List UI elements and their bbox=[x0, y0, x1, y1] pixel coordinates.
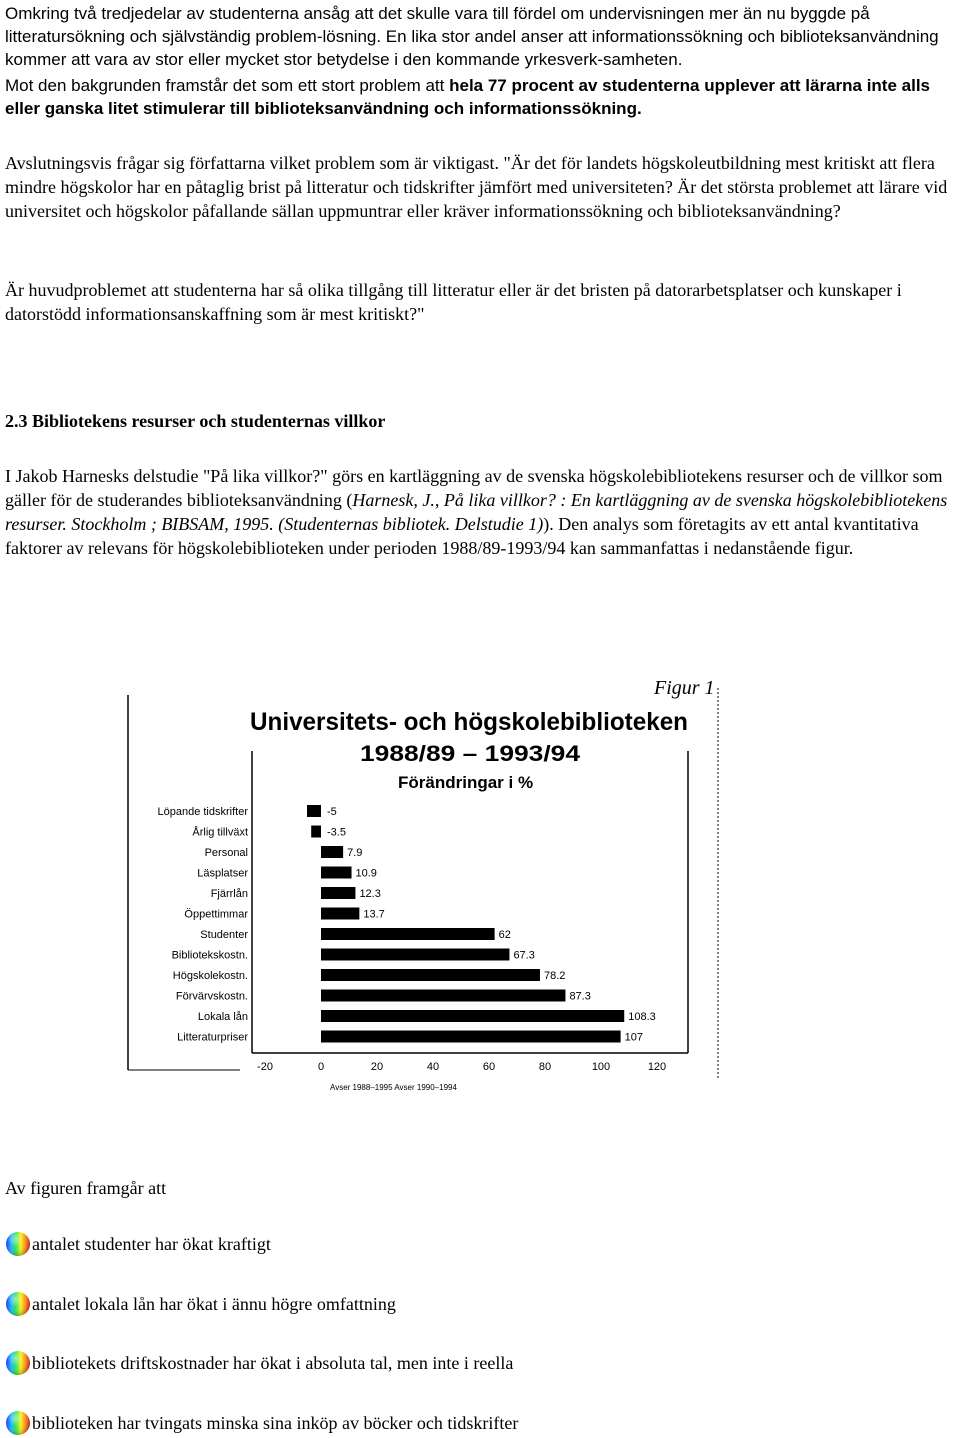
list-item-text: bibliotekets driftskostnader har ökat i absoluta tal, men inte i reella bbox=[32, 1353, 514, 1373]
harnesk-citation: Harnesk, J., På lika villkor? : En kartläggning av de svenska högskolebibliotekens resurser. Stockholm ; BIBSAM, 1995. (Studenternas bibliotek. Delstudie 1) bbox=[5, 490, 948, 534]
rainbow-ball-bullet-icon bbox=[5, 1350, 31, 1376]
list-item-text: antalet studenter har ökat kraftigt bbox=[32, 1234, 271, 1254]
list-item bbox=[5, 1290, 396, 1318]
chart-category-label: Löpande tidskrifter bbox=[157, 806, 248, 818]
rainbow-ball-bullet-icon bbox=[5, 1291, 31, 1317]
chart-bar bbox=[321, 1031, 621, 1043]
list-item bbox=[5, 1230, 271, 1258]
chart-category-label: Bibliotekskostn. bbox=[171, 949, 248, 962]
figure-title: Universitets- och högskolebiblioteken bbox=[250, 708, 688, 736]
chart-category-label: Öppettimmar bbox=[184, 908, 248, 921]
list-item-text: biblioteken har tvingats minska sina inköp av böcker och tidskrifter bbox=[32, 1413, 519, 1433]
chart-category-label: Lokala lån bbox=[197, 1011, 248, 1023]
figure-subtitle: 1988/89 – 1993/94 bbox=[360, 741, 581, 766]
chart-category-label: Studenter bbox=[200, 929, 248, 941]
rainbow-ball-bullet-icon bbox=[5, 1231, 31, 1257]
chart-value-label: -3.5 bbox=[327, 826, 346, 839]
chart-value-labels bbox=[327, 806, 656, 1044]
harnesk-text-start: I Jakob Harnesks delstudie "På lika villkor?" görs en kartläggning av de svenska högskolebibliotekens resurser och de villkor som gäller för de studerandes biblioteksanvändning ( bbox=[5, 466, 943, 510]
figure-chart-svg bbox=[120, 668, 730, 1100]
list-item bbox=[5, 1409, 518, 1437]
chart-x-tick-label: 0 bbox=[317, 1061, 325, 1073]
chart-value-label: 12.3 bbox=[359, 888, 381, 900]
chart-value-label: 7.9 bbox=[347, 847, 363, 859]
list-intro: Av figuren framgår att bbox=[5, 1178, 167, 1198]
chart-value-label: 87.3 bbox=[569, 990, 591, 1003]
list-item bbox=[5, 1349, 513, 1377]
chart-value-label: 62 bbox=[498, 929, 511, 941]
chart-bars bbox=[307, 805, 624, 1043]
list-item-text: antalet lokala lån har ökat i ännu högre omfattning bbox=[32, 1294, 396, 1314]
chart-value-label: 78.2 bbox=[543, 970, 566, 982]
chart-value-label: 108.3 bbox=[628, 1011, 656, 1023]
problem-statement-text: Mot den bakgrunden framstår det som ett stort problem att bbox=[5, 76, 450, 95]
chart-x-ticks bbox=[257, 1061, 666, 1073]
problem-statement-bold: hela 77 procent av studenterna upplever att lärarna inte alls eller ganska litet stimulerar till biblioteksanvändning och informationssökning. bbox=[5, 76, 930, 118]
chart-bar bbox=[321, 908, 359, 920]
chart-value-label: 10.9 bbox=[355, 867, 377, 880]
chart-value-label: 13.7 bbox=[363, 908, 385, 921]
chart-bar bbox=[311, 826, 321, 838]
paragraph-survey-results: Omkring två tredjedelar av studenterna ansåg att det skulle vara till fördel om undervisningen mer än nu byggde på litteratursökning och självständig problem-lösning. En lika stor andel anser att informationssökning och biblioteksanvändning kommer att vara av stor eller mycket stor betydelse i den kommande yrkesverk-samheten. bbox=[5, 4, 939, 69]
chart-bar bbox=[307, 805, 321, 817]
chart-x-tick-label: 60 bbox=[482, 1061, 496, 1073]
chart-bar bbox=[321, 969, 540, 981]
chart-bar bbox=[321, 928, 495, 940]
paragraph-main-problem: Är huvudproblemet att studenterna har så olika tillgång till litteratur eller är det bristen på datorarbetsplatser och kunskaper i datorstödd informationsanskaffning som är mest kritiskt?" bbox=[5, 280, 902, 324]
chart-x-tick-label: -20 bbox=[257, 1061, 273, 1073]
chart-category-label: Högskolekostn. bbox=[172, 970, 248, 982]
section-heading: 2.3 Bibliotekens resurser och studenternas villkor bbox=[5, 411, 386, 431]
figure-subsubtitle: Förändringar i % bbox=[398, 773, 534, 792]
paragraph-conclusion: Avslutningsvis frågar sig författarna vilket problem som är viktigast. "Är det för landets högskoleutbildning mest kritiskt att flera mindre högskolor har en påtaglig brist på litteratur och tidskrifter jämfört med universiteten? Är det största problemet att lärare vid universitet och högskolor påfallande sällan uppmuntrar eller kräver informationssökning och biblioteksanvändning? bbox=[5, 153, 948, 221]
chart-value-label: 67.3 bbox=[513, 949, 535, 962]
chart-bar bbox=[321, 867, 352, 879]
chart-value-label: 107 bbox=[624, 1031, 643, 1044]
figure-legend: Avser 1988–1995 Avser 1990–1994 bbox=[330, 1083, 457, 1092]
paragraph-harnesk-study bbox=[5, 464, 960, 560]
chart-x-tick-label: 100 bbox=[591, 1061, 611, 1073]
chart-category-label: Årlig tillväxt bbox=[192, 826, 248, 839]
chart-category-label: Personal bbox=[204, 847, 248, 859]
chart-category-label: Förvärvskostn. bbox=[175, 990, 248, 1003]
chart-bar bbox=[321, 1010, 624, 1022]
chart-x-tick-label: 120 bbox=[647, 1061, 667, 1073]
chart-x-tick-label: 80 bbox=[538, 1061, 552, 1073]
chart-bar bbox=[321, 846, 343, 858]
chart-bar bbox=[321, 990, 565, 1002]
chart-x-tick-label: 40 bbox=[426, 1061, 440, 1073]
chart-x-tick-label: 20 bbox=[370, 1061, 384, 1073]
figure-1 bbox=[120, 668, 730, 1100]
chart-bar bbox=[321, 887, 355, 899]
paragraph-problem-statement bbox=[5, 74, 960, 120]
harnesk-text-end: ). Den analys som företagits av ett antal kvantitativa faktorer av relevans för högskolebiblioteken under perioden 1988/89-1993/94 kan sammanfattas i nedanstående figur. bbox=[5, 514, 919, 558]
rainbow-ball-bullet-icon bbox=[5, 1410, 31, 1436]
chart-category-label: Litteraturpriser bbox=[177, 1031, 248, 1044]
chart-value-label: -5 bbox=[327, 806, 337, 818]
chart-category-labels bbox=[158, 806, 249, 1044]
chart-bar bbox=[321, 949, 509, 961]
chart-category-label: Fjärrlån bbox=[210, 888, 248, 900]
figure-label: Figur 1 bbox=[654, 677, 715, 699]
chart-category-label: Läsplatser bbox=[197, 867, 248, 880]
